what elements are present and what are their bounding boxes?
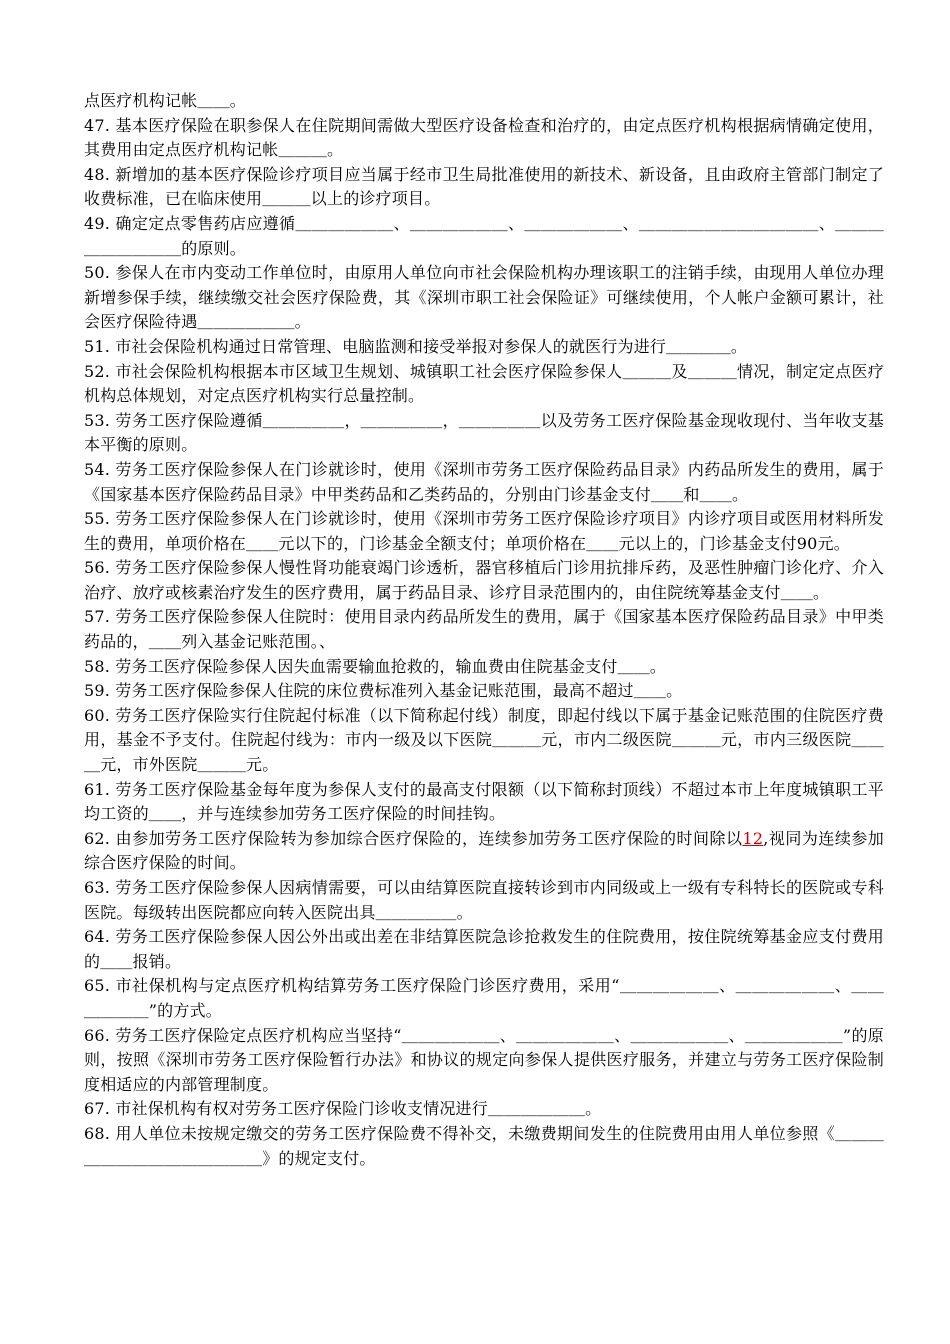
question-48: 48. 新增加的基本医疗保险诊疗项目应当属于经市卫生局批准使用的新技术、新设备，且由政府主管部门制定了收费标准，已在临床使用＿＿＿以上的诊疗项目。 [84, 164, 884, 209]
question-60: 60. 劳务工医疗保险实行住院起付标准（以下简称起付线）制度，即起付线以下属于基金记账范围的住院医疗费用，基金不予支付。住院起付线为：市内一级及以下医院＿＿＿元，市内二级医院＿＿＿元，市内三级医院＿＿＿元，市外医院＿＿＿元。 [84, 705, 884, 775]
question-66: 66. 劳务工医疗保险定点医疗机构应当坚持“＿＿＿＿＿＿、＿＿＿＿＿＿、＿＿＿＿＿＿、＿＿＿＿＿＿”的原则，按照《深圳市劳务工医疗保险暂行办法》和协议的规定向参保人提供医疗服务，并建立与劳务工医疗保险制度相适应的内部管理制度。 [84, 1025, 884, 1094]
question-55: 55. 劳务工医疗保险参保人在门诊就诊时，使用《深圳市劳务工医疗保险诊疗项目》内诊疗项目或医用材料所发生的费用，单项价格在＿＿元以下的，门诊基金全额支付；单项价格在＿＿元以上的，门诊基金支付90元。 [84, 509, 884, 553]
question-62 [84, 827, 884, 876]
question-51: 51. 市社会保险机构通过日常管理、电脑监测和接受举报对参保人的就医行为进行＿＿＿＿。 [84, 336, 748, 356]
question-58: 58. 劳务工医疗保险参保人因失血需要输血抢救的，输血费由住院基金支付＿＿。 [84, 656, 667, 676]
question-47: 47. 基本医疗保险在职参保人在住院期间需做大型医疗设备检查和治疗的，由定点医疗机构根据病情确定使用，其费用由定点医疗机构记帐＿＿＿。 [84, 115, 884, 160]
document-body [84, 89, 884, 1171]
question-68: 68. 用人单位未按规定缴交的劳务工医疗保险费不得补交，未缴费期间发生的住院费用由用人单位参照《＿＿＿＿＿＿＿＿＿＿＿＿＿＿》的规定支付。 [84, 1123, 884, 1168]
question-65: 65. 市社保机构与定点医疗机构结算劳务工医疗保险门诊医疗费用，采用“＿＿＿＿＿＿、＿＿＿＿＿＿、＿＿＿＿＿＿”的方式。 [84, 976, 884, 1020]
question-64: 64. 劳务工医疗保险参保人因公外出或出差在非结算医院急诊抢救发生的住院费用，按住院统筹基金应支付费用的＿＿报销。 [84, 927, 884, 971]
question-67: 67. 市社保机构有权对劳务工医疗保险门诊收支情况进行＿＿＿＿＿＿。 [84, 1099, 602, 1119]
question-57: 57. 劳务工医疗保险参保人住院时：使用目录内药品所发生的费用，属于《国家基本医疗保险药品目录》中甲类药品的，＿＿列入基金记账范围。、 [84, 607, 884, 652]
question-53: 53. 劳务工医疗保险遵循＿＿＿＿＿，＿＿＿＿＿，＿＿＿＿＿以及劳务工医疗保险基金现收现付、当年收支基本平衡的原则。 [84, 410, 884, 455]
question-59: 59. 劳务工医疗保险参保人住院的床位费标准列入基金记账范围，最高不超过＿＿。 [84, 681, 683, 701]
question-49: 49. 确定定点零售药店应遵循＿＿＿＿＿＿、＿＿＿＿＿＿、＿＿＿＿＿＿、＿＿＿＿＿＿＿＿＿＿＿、＿＿＿＿＿＿＿＿＿的原则。 [84, 213, 884, 258]
question-52: 52. 市社会保险机构根据本市区域卫生规划、城镇职工社会医疗保险参保人＿＿＿及＿＿＿情况，制定定点医疗机构总体规划，对定点医疗机构实行总量控制。 [84, 361, 884, 406]
question-50: 50. 参保人在市内变动工作单位时，由原用人单位向市社会保险机构办理该职工的注销手续，由现用人单位办理新增参保手续，继续缴交社会医疗保险费，其《深圳市职工社会保险证》可继续使用，个人帐户金额可累计，社会医疗保险待遇＿＿＿＿＿＿。 [84, 263, 884, 332]
question-62-link[interactable]: 12 [742, 828, 764, 848]
paragraph-46-tail: 点医疗机构记帐＿＿。 [84, 91, 247, 110]
question-62-tail: ,视同为连续参加综合医疗保险的时间。 [84, 828, 885, 873]
question-63: 63. 劳务工医疗保险参保人因病情需要，可以由结算医院直接转诊到市内同级或上一级有专科特长的医院或专科医院。每级转出医院都应向转入医院出具＿＿＿＿＿。 [84, 878, 884, 922]
question-61: 61. 劳务工医疗保险基金每年度为参保人支付的最高支付限额（以下简称封顶线）不超过本市上年度城镇职工平均工资的＿＿，并与连续参加劳务工医疗保险的时间挂钩。 [84, 779, 884, 824]
question-62-text: 62. 由参加劳务工医疗保险转为参加综合医疗保险的，连续参加劳务工医疗保险的时间除以 [84, 828, 743, 848]
question-56: 56. 劳务工医疗保险参保人慢性肾功能衰竭门诊透析，器官移植后门诊用抗排斥药，及恶性肿瘤门诊化疗、介入治疗、放疗或核素治疗发生的医疗费用，属于药品目录、诊疗目录范围内的，由住院统筹基金支付＿＿。 [84, 558, 884, 602]
question-54: 54. 劳务工医疗保险参保人在门诊就诊时，使用《深圳市劳务工医疗保险药品目录》内药品所发生的费用，属于《国家基本医疗保险药品目录》中甲类药品和乙类药品的，分别由门诊基金支付＿＿和＿＿。 [84, 459, 884, 504]
